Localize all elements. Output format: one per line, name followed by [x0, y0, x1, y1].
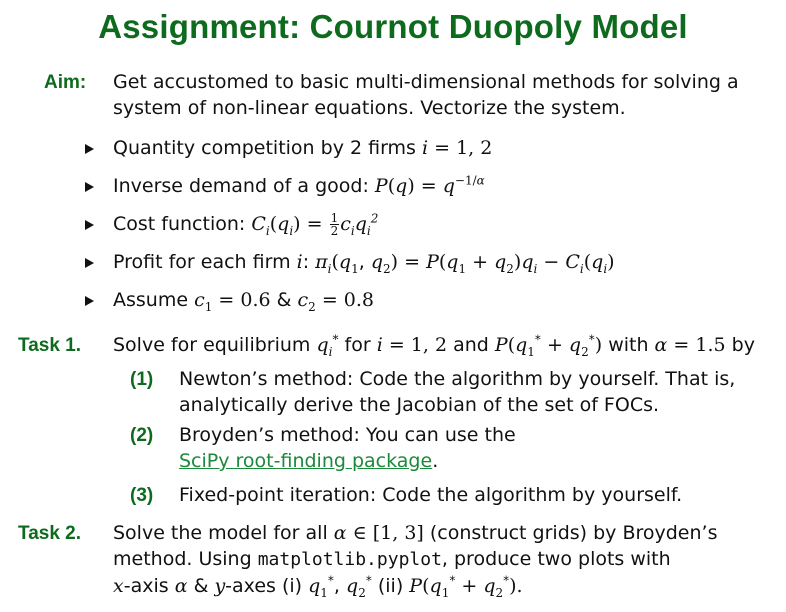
task1-intro: Solve for equilibrium $q_i^*$ for i = 1, 2 and $P(q_1^* + q_2^*)$ with α = 1.5 by: [113, 332, 755, 359]
task1-intro-a: Solve for equilibrium: [113, 334, 317, 356]
task1-intro-d: with: [602, 334, 655, 356]
bullet-quantity-competition: Quantity competition by 2 firms i = 1, 2: [113, 137, 493, 159]
task1-label: Task 1.: [18, 335, 82, 356]
bullet-1-text: Quantity competition by 2 firms: [113, 137, 423, 159]
task1-intro-e: by: [725, 334, 755, 356]
task1-item-2-after-link: .: [432, 450, 439, 472]
task2-line-1-a: Solve the model for all: [113, 522, 334, 544]
task2-line-3-a: -axis: [123, 575, 175, 597]
bullet-inverse-demand: Inverse demand of a good: $P(q) = q^{-1/\alpha}$: [113, 173, 485, 197]
aim-line-1: Get accustomed to basic multi-dimensional methods for solving a: [113, 71, 739, 93]
scipy-root-finding-link[interactable]: SciPy root-finding package: [179, 450, 433, 472]
bullet-2-text: Inverse demand of a good:: [113, 175, 375, 197]
bullet-arrow-icon: [85, 258, 94, 268]
task1-item-2-line-1: Broyden’s method: You can use the: [179, 424, 516, 446]
bullet-arrow-icon: [85, 296, 94, 306]
task2-code-matplotlib: matplotlib.pyplot: [257, 549, 442, 570]
task2-line-3-b: &: [187, 575, 215, 597]
task2-line-1: Solve the model for all α ∈ [1, 3] (construct grids) by Broyden’s: [113, 522, 718, 544]
task2-line-2: [113, 547, 671, 572]
task2-line-3-d: (ii): [371, 575, 410, 597]
task2-line-2-b: , produce two plots with: [441, 548, 671, 570]
task1-item-1-line-2: analytically derive the Jacobian of the set of FOCs.: [179, 394, 660, 416]
task1-item-2-line-2: [179, 449, 438, 474]
bullet-4-text: Profit for each firm: [113, 251, 297, 273]
task2-label: Task 2.: [18, 523, 82, 544]
task1-item-1-number: (1): [130, 369, 154, 390]
bullet-arrow-icon: [85, 220, 94, 230]
bullet-assume: Assume $c_1 = 0.6$ & $c_2 = 0.8$: [113, 289, 375, 314]
bullet-3-text: Cost function:: [113, 213, 252, 235]
task1-item-2-number: (2): [130, 425, 154, 446]
bullet-profit: Profit for each firm i: $\pi_i(q_1$, $q_2) = P(q_1 + q_2)q_i - C_i(q_i)$: [113, 251, 615, 276]
aim-label: Aim:: [44, 72, 87, 93]
task1-intro-c: and: [447, 334, 495, 356]
task2-line-3: x-axis α & y-axes (i) $q_1^*$, $q_2^*$ (ii) $P(q_1^* + q_2^*)$.: [113, 573, 523, 600]
task1-item-3-line-1: Fixed-point iteration: Code the algorithm by yourself.: [179, 484, 683, 506]
bullet-arrow-icon: [85, 182, 94, 192]
bullet-cost-function: Cost function: $C_i(q_i)$ = $\frac{1}{2}$ $c_iq_i^2$: [113, 211, 379, 238]
bullet-5-text: Assume: [113, 289, 195, 311]
task2-line-2-a: method. Using: [113, 548, 258, 570]
task2-line-1-b: (construct grids) by Broyden’s: [423, 522, 718, 544]
task1-intro-b: for: [338, 334, 377, 356]
aim-line-2: system of non-linear equations. Vectorize the system.: [113, 97, 626, 119]
bullet-arrow-icon: [85, 144, 94, 154]
slide-title: Assignment: Cournot Duopoly Model: [98, 8, 688, 45]
task2-line-3-c: -axes (i): [225, 575, 309, 597]
task1-item-1-line-1: Newton’s method: Code the algorithm by yourself. That is,: [179, 368, 736, 390]
task1-item-3-number: (3): [130, 485, 154, 506]
